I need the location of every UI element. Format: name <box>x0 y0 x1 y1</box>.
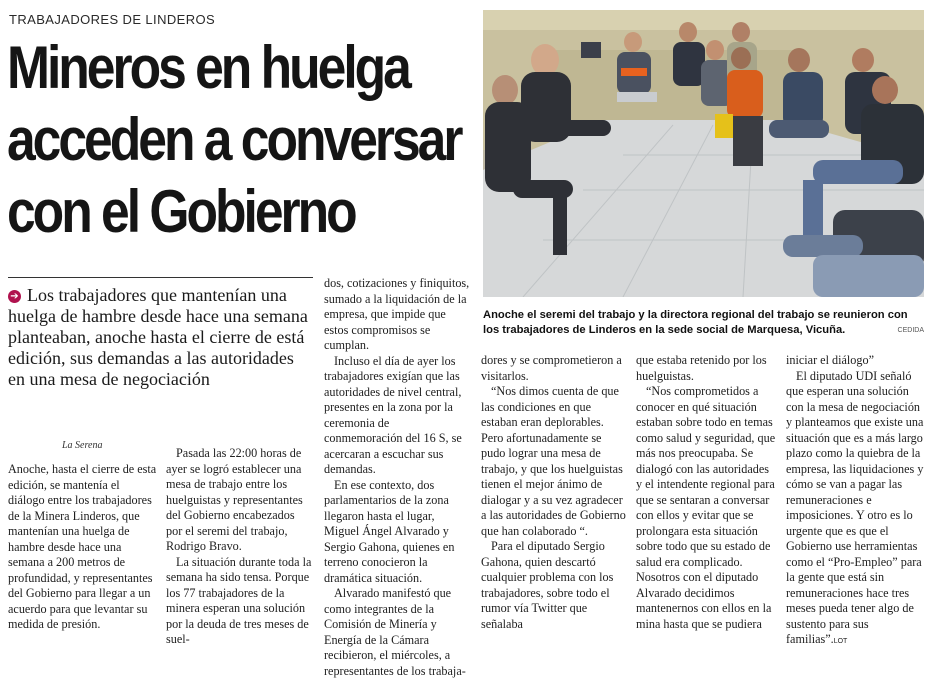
article-column-6 <box>786 353 926 650</box>
article-column-5 <box>636 353 776 632</box>
headline-line-3: con el Gobierno <box>7 178 355 245</box>
arrow-right-circle-icon: ➔ <box>8 290 21 303</box>
article-paragraph-text: El diputado UDI señaló que esperan una solución con la mesa de negociación y planteamos que existe una situación que es a más largo plazo como la quiebra de la empresa, las liquidaciones y cómo se van a pagar las remuneraciones e imposiciones. Y otro es lo urgente que es que el Gobierno use herramientas como el “Pro-Empleo” para la gente que está sin remuneraciones hace tres meses pueda tener algo de sustento para sus familias”. <box>786 368 924 646</box>
dateline: La Serena <box>62 440 103 451</box>
article-column-3 <box>324 276 470 679</box>
photo-caption: Anoche el seremi del trabajo y la directora regional del trabajo se reunieron con los trabajadores de Linderos en la sede social de Marquesa, Vicuña. <box>483 309 908 336</box>
photo-illustration <box>483 10 924 297</box>
article-paragraph: Anoche, hasta el cierre de esta edición, se mantenía el diálogo entre los trabajadores de la Minera Linderos, que mantenían una huelga de hambre desde hace una semana a 200 metros de profundidad, y representantes del Gobierno para llegar a un acuerdo para que levantar su medida de presión. <box>8 462 157 631</box>
article-paragraph: En ese contexto, dos parlamentarios de la zona llegaron hasta el lugar, Miguel Ángel Alvarado y Sergio Gahona, quienes en terreno conocieron la dramática situación. <box>324 477 455 585</box>
article-paragraph: Pasada las 22:00 horas de ayer se logró establecer una mesa de trabajo entre los huelguistas y representantes del Gobierno encabezados por el seremi del trabajo, Rodrigo Bravo. <box>166 446 303 553</box>
headline-line-1: Mineros en huelga <box>7 34 409 101</box>
article-paragraph: dos, cotizaciones y finiquitos, sumado a la liquidación de la empresa, que impide que estos compromisos se cumplan. <box>324 276 470 352</box>
lead-text: Los trabajadores que mantenían una huelga de hambre desde hace una semana planteaban, anoche hasta el cierre de está edición, sus demandas a las autoridades en una mesa de negociación <box>8 285 308 389</box>
article-paragraph <box>786 369 926 650</box>
article-paragraph: Para el diputado Sergio Gahona, quien descartó cualquier problema con los trabajadores, sobre todo el rumor vía Twitter que señalaba <box>481 539 614 631</box>
article-paragraph: “Nos comprometidos a conocer en qué situación estaban sobre todo en temas como salud y seguridad, que más nos preocupaba. Se dialogó con las autoridades y el intendente regional para que se sentaran a conversar con ellos y evitar que se prolongara esta situación sobre todo que su estado de salud era complicado. Nosotros con el diputado Alvarado decidimos mantenernos con ellos en la mina hasta que se pudiera <box>636 384 776 631</box>
photo-credit: CEDIDA <box>897 327 924 334</box>
article-paragraph: Alvarado manifestó que como integrantes de la Comisión de Minería y Energía de la Cámara recibieron, el miércoles, a representantes de los trabaja- <box>324 586 466 678</box>
news-photo <box>483 10 924 297</box>
kicker: TRABAJADORES DE LINDEROS <box>9 12 216 27</box>
article-paragraph: que estaba retenido por los huelguistas. <box>636 353 767 383</box>
article-paragraph: dores y se comprometieron a visitarlos. <box>481 353 622 383</box>
lead-paragraph <box>8 285 313 390</box>
article-paragraph: La situación durante toda la semana ha sido tensa. Porque los 77 trabajadores de la minera esperan una solución por la deuda de tres meses de suel- <box>166 554 312 646</box>
headline <box>7 32 461 248</box>
article-paragraph: iniciar el diálogo” <box>786 353 874 367</box>
article-column-2 <box>166 446 312 648</box>
article-column-4 <box>481 353 627 632</box>
article-paragraph: “Nos dimos cuenta de que las condiciones en que estaban eran deplorables. Pero afortunadamente se pudo lograr una mesa de trabajo, y que los huelguistas tienen el mejor ánimo de dialogar y a su vez agradecer a las autoridades de Gobierno que han colaborado “. <box>481 384 626 538</box>
headline-line-2: acceden a conversar <box>7 106 461 173</box>
lead-block <box>8 277 313 390</box>
article-paragraph: Incluso el día de ayer los trabajadores exigían que las autoridades de nivel central, presentes en la zona por la ceremonia de conmemoración del 16 S, se acercaran a escuchar sus demandas. <box>324 353 462 476</box>
article-column-1 <box>8 462 158 633</box>
end-mark: LOT <box>833 638 848 645</box>
